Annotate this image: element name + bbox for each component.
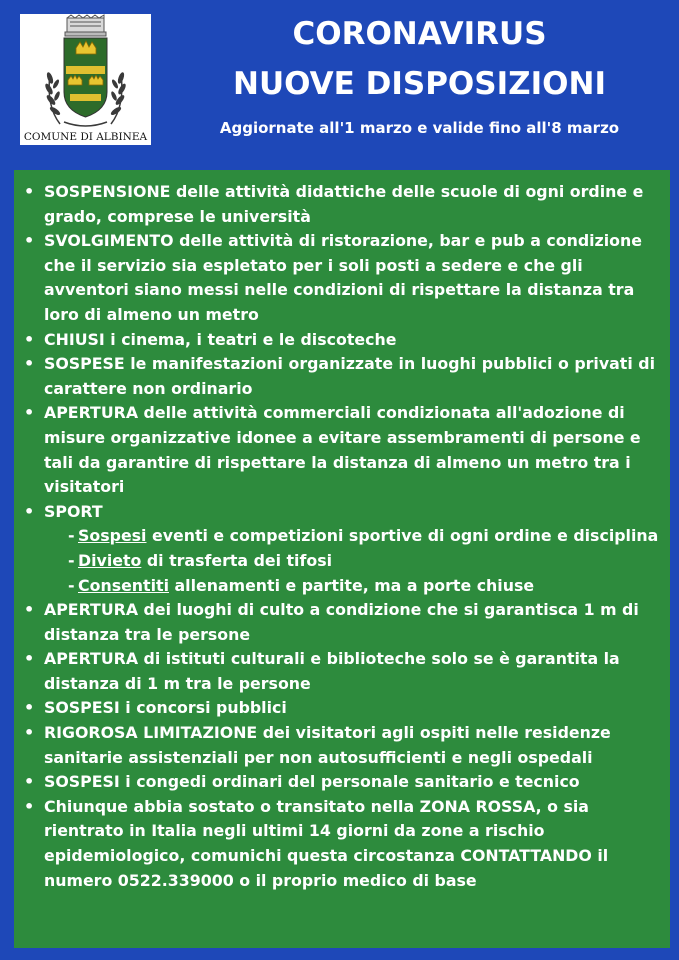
sub-list-item: - Sospesi eventi e competizioni sportive di ogni ordine e disciplina [68, 526, 659, 546]
sport-sublist [44, 524, 662, 598]
bullet-icon: • [24, 231, 35, 251]
list-item: • SOSPESI i congedi ordinari del personale sanitario e tecnico [38, 770, 662, 795]
page-title-line2: NUOVE DISPOSIZIONI [233, 66, 606, 102]
list-item: • SVOLGIMENTO delle attività di ristorazione, bar e pub a condizione che il servizio sia espletato per i soli posti a sedere e che gli avventori siano messi nelle condizioni di rispettare la distanza tra loro di almeno un metro [24, 231, 642, 324]
bullet-icon: • [24, 796, 35, 816]
list-item: • SOSPESE le manifestazioni organizzate in luoghi pubblici o privati di carattere non ordinario [24, 354, 655, 398]
list-item: • CHIUSI i cinema, i teatri e le discoteche [38, 328, 662, 353]
list-item: • SOSPENSIONE delle attività didattiche delle scuole di ogni ordine e grado, comprese le università [24, 182, 644, 226]
logo-caption: COMUNE DI ALBINEA [23, 131, 148, 143]
bullet-icon: • [24, 354, 35, 374]
coat-of-arms-icon [20, 14, 151, 145]
bullet-icon: • [24, 182, 35, 201]
list-item: • Chiunque abbia sostato o transitato nella ZONA ROSSA, o sia rientrato in Italia negli ultimi 14 giorni da zone a rischio epidemiologico, comunichi questa circostanza CONTATTANDO il numero 0522.339000 o il proprio medico di base [24, 796, 609, 890]
sub-list-item: - Consentiti allenamenti e partite, ma a porte chiuse [68, 575, 535, 595]
municipal-logo [20, 14, 151, 145]
list-item: • APERTURA dei luoghi di culto a condizione che si garantisca 1 m di distanza tra le persone [24, 600, 639, 644]
bullet-icon: • [24, 501, 35, 521]
bullet-icon: • [24, 723, 35, 743]
bullet-icon: • [24, 600, 35, 620]
bullet-icon: • [24, 649, 35, 669]
list-item: • APERTURA di istituti culturali e biblioteche solo se è garantita la distanza di 1 m tra le persone [24, 649, 620, 693]
rules-panel [14, 170, 670, 948]
bullet-icon: • [24, 698, 35, 718]
list-item-sport: • SPORT - Sospesi eventi e competizioni sportive di ogni ordine e disciplina - Divieto di trasferta dei tifosi - Consentiti allenamenti e partite, ma a porte chiuse [38, 500, 662, 598]
list-item: • APERTURA delle attività commerciali condizionata all'adozione di misure organizzative idonee a evitare assembramenti di persone e tali da garantire di rispettare la distanza di almeno un metro tra i visitatori [24, 403, 641, 497]
page-subtitle: Aggiornate all'1 marzo e valide fino all'8 marzo [219, 119, 620, 137]
sub-list-item: - Divieto di trasferta dei tifosi [68, 550, 333, 570]
bullet-icon: • [24, 772, 35, 792]
bullet-icon: • [24, 329, 35, 349]
bullet-icon: • [24, 403, 35, 423]
rules-list [14, 170, 670, 893]
list-item: • SOSPESI i concorsi pubblici [38, 696, 662, 721]
page-title-line1: CORONAVIRUS [292, 16, 547, 52]
list-item: • RIGOROSA LIMITAZIONE dei visitatori agli ospiti nelle residenze sanitarie assistenziali per non autosufficienti e negli ospedali [24, 723, 611, 767]
